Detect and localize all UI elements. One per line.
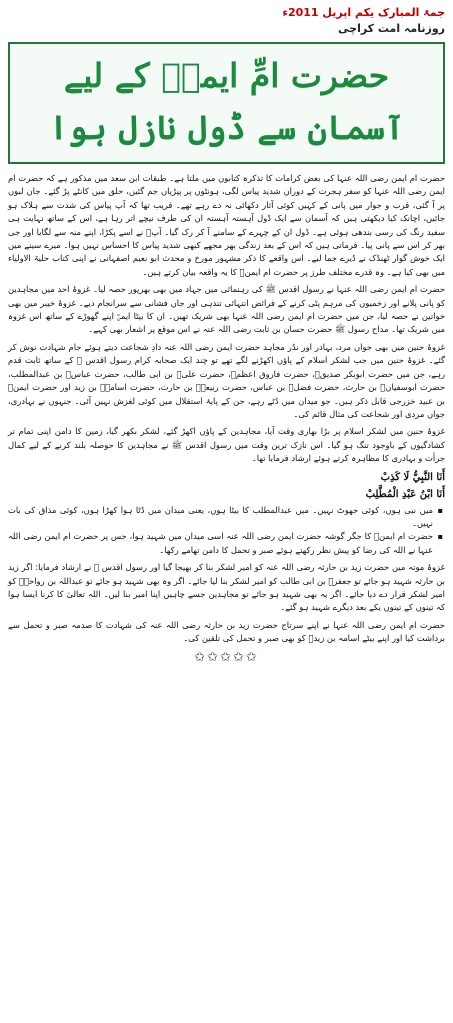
bullet-item: ▪ حضرت ام ایمنؓ کا جگر گوشہ حضرت ایمن رضی اللہ عنہ اسی میدان میں شہید ہوا، جس پر حضرت ام ایمن رضی اللہ عنہا نے اللہ کی رضا کو پیش نظر رکھتے ہوئے صبر و تحمل کا دامن تھامے رکھا۔ [8,530,433,557]
article-paragraph: غزوۂ حنین میں بھی جواں مرد، بہادر اور نڈر مجاہد حضرت ایمن رضی اللہ عنہ دادِ شجاعت دیتے ہوئے جام شہادت نوش کر گئے۔ غزوۂ حنین میں جب لشکر اسلام کے پاؤں اکھڑنے لگے تھے تو چند ایک صحابہ کرام رسول اقدس ﷺ کے ساتھ ثابت قدم رہے، جن میں حضرت ابوبکر صدیقؓ، حضرت فاروق اعظمؓ، حضرت علیؓ بن ابی طالب، حضرت عباسؓ بن عبدالمطلب، حضرت ابوسفیانؓ بن حارث، حضرت فضلؓ بن عباس، حضرت ربیعہؓ بن حارث، حضرت اسامہؓ بن زید اور حضرت ایمنؓ بن عبید خزرجی قابل ذکر ہیں۔ جو میدان میں ڈٹے رہے، جن کے پایۂ استقلال میں کوئی لغزش نہیں آئی۔ جنہوں نے بہادری، جواں مردی اور شجاعت کی مثال قائم کی۔ [8,341,445,419]
publication-source: روزنامہ امت کراچی [338,22,445,35]
article-body [8,172,445,646]
headline-line-1: حضرت امِّ ایمنؓ کے لیے [63,56,390,95]
bullet-list [8,504,445,558]
end-stars: ✩✩✩✩✩ [194,649,259,665]
article-paragraph: حضرت ام ایمن رضی اللہ عنہا کی بعض کرامات کا تذکرہ کتابوں میں ملتا ہے۔ طبقات ابن سعد میں مذکور ہے کہ حضرت ام ایمن رضی اللہ عنہا کو سفر ہجرت کے دوران شدید پیاس لگی، ہونٹوں پر پپڑیاں جم گئیں، حلق میں کانٹے پڑ گئے۔ جان لبوں پر آ گئی، قرب و جوار میں پانی کے کہیں کوئی آثار دکھائی نہ دے رہے تھے۔ قریب تھا کہ آپ پیاس کی شدت سے ہلاک ہو جائیں، اچانک کیا دیکھتی ہیں کہ آسمان سے ایک ڈول آہستہ آہستہ ان کی طرف نیچے اتر رہا ہے، اس کے ساتھ نہایت ہی سفید رنگ کی رسی بندھی ہوئی ہے۔ ڈول ان کے چہرے کے سامنے آ کر رک گیا۔ آپؓ نے اسے پکڑا، اپنے منہ سے لگایا اور جی بھر کر اس سے پانی پیا۔ فرماتی ہیں کہ اس کے بعد زندگی بھر مجھے کبھی شدید پیاس کا احساس نہیں ہوا۔ میرے سینے میں ایک خوش گوار ٹھنڈک نے ڈیرے جما لیے۔ اس واقعے کا ذکر مشہور مورخ و محدث ابو نعیم اصفہانی نے اپنی کتاب حلیۃ الاولیاء میں بھی کیا ہے۔ وہ قدرے مختلف طرز پر حضرت ام ایمنؓ کا یہ واقعہ بیان کرتے ہیں۔ [8,173,445,277]
publication-date: جمۃ المبارک یکم اپریل 2011ء [282,6,445,19]
article-paragraph: حضرت ام ایمن رضی اللہ عنہا نے اپنے سرتاج حضرت زید بن حارثہ رضی اللہ عنہ کی شہادت کا صدمہ صبر و تحمل سے برداشت کیا اور اپنے بیٹے اسامہ بن زیدؓ کو بھی صبر و تحمل کی تلقین کی۔ [8,619,445,644]
article-paragraph: غزوۂ حنین میں لشکر اسلام پر بڑا بھاری وقت آیا، مجاہدین کے پاؤں اکھڑ گئے، لشکر بکھر گیا، زمین کا دامن اپنی تمام تر کشادگیوں کے باوجود تنگ ہو گیا۔ اس نازک ترین وقت میں رسول اقدس ﷺ نے مجاہدین کا حوصلہ بلند کرنے کے لیے کمال جرأت و بہادری کا مظاہرہ کرتے ہوئے ارشاد فرمایا تھا۔ [8,426,445,464]
bullet-item: ▪ میں نبی ہوں، کوئی جھوٹ نہیں۔ میں عبدالمطلب کا بیٹا ہوں، یعنی میدان میں ڈٹا ہوا کھڑا ہوں، کوئی مذاق کی بات نہیں۔ [8,504,433,531]
arabic-verse-line-1: أَنَا النَّبِيُّ لَا كَذِبْ [380,471,445,483]
article-paragraph: حضرت ام ایمن رضی اللہ عنہا نے رسول اقدس ﷺ کی رہنمائی میں جہاد میں بھی بھرپور حصہ لیا۔ غزوۂ احد میں مجاہدین کو پانی پلانے اور زخمیوں کی مرہم پٹی کرنے کے فرائض انتہائی تندہی اور جاں فشانی سے سرانجام دیے۔ غزوۂ خیبر میں بھی خواتین نے حصہ لیا، جن میں حضرت ام ایمن رضی اللہ عنہا بھی شریک تھیں۔ ان کا بیٹا ایمنؓ اپنے گھوڑے کے ساتھ اس غزوہ میں شریک تھا۔ مداح رسول ﷺ حضرت حسان بن ثابت رضی اللہ عنہ نے اس موقع پر اشعار بھی کہے۔ [8,284,445,335]
arabic-verse-line-2: أَنَا ابْنُ عَبْدِ الْمُطَّلِبْ [365,488,445,500]
article-paragraph: غزوۂ موتہ میں حضرت زید بن حارثہ رضی اللہ عنہ کو امیر لشکر بنا کر بھیجا گیا اور رسول اقدس ﷺ نے ارشاد فرمایا: اگر زید بن حارثہ شہید ہو جائے تو جعفرؓ بن ابی طالب کو امیر لشکر بنا لیا جائے۔ اگر وہ بھی شہید ہو جائے تو عبداللہ بن رواحہؓ کو امیر لشکر قرار دے دیا جائے۔ اگر یہ بھی شہید ہو جائے تو مجاہدین جسے چاہیں اپنا امیر بنا لیں۔ اللہ تعالیٰ کا کرنا ایسا ہوا کہ تینوں کے تینوں یکے بعد دیگرے شہید ہو گئے۔ [8,562,445,613]
headline-box [8,42,445,164]
headline-line-2: آسمان سے ڈول نازل ہوا [48,108,405,147]
